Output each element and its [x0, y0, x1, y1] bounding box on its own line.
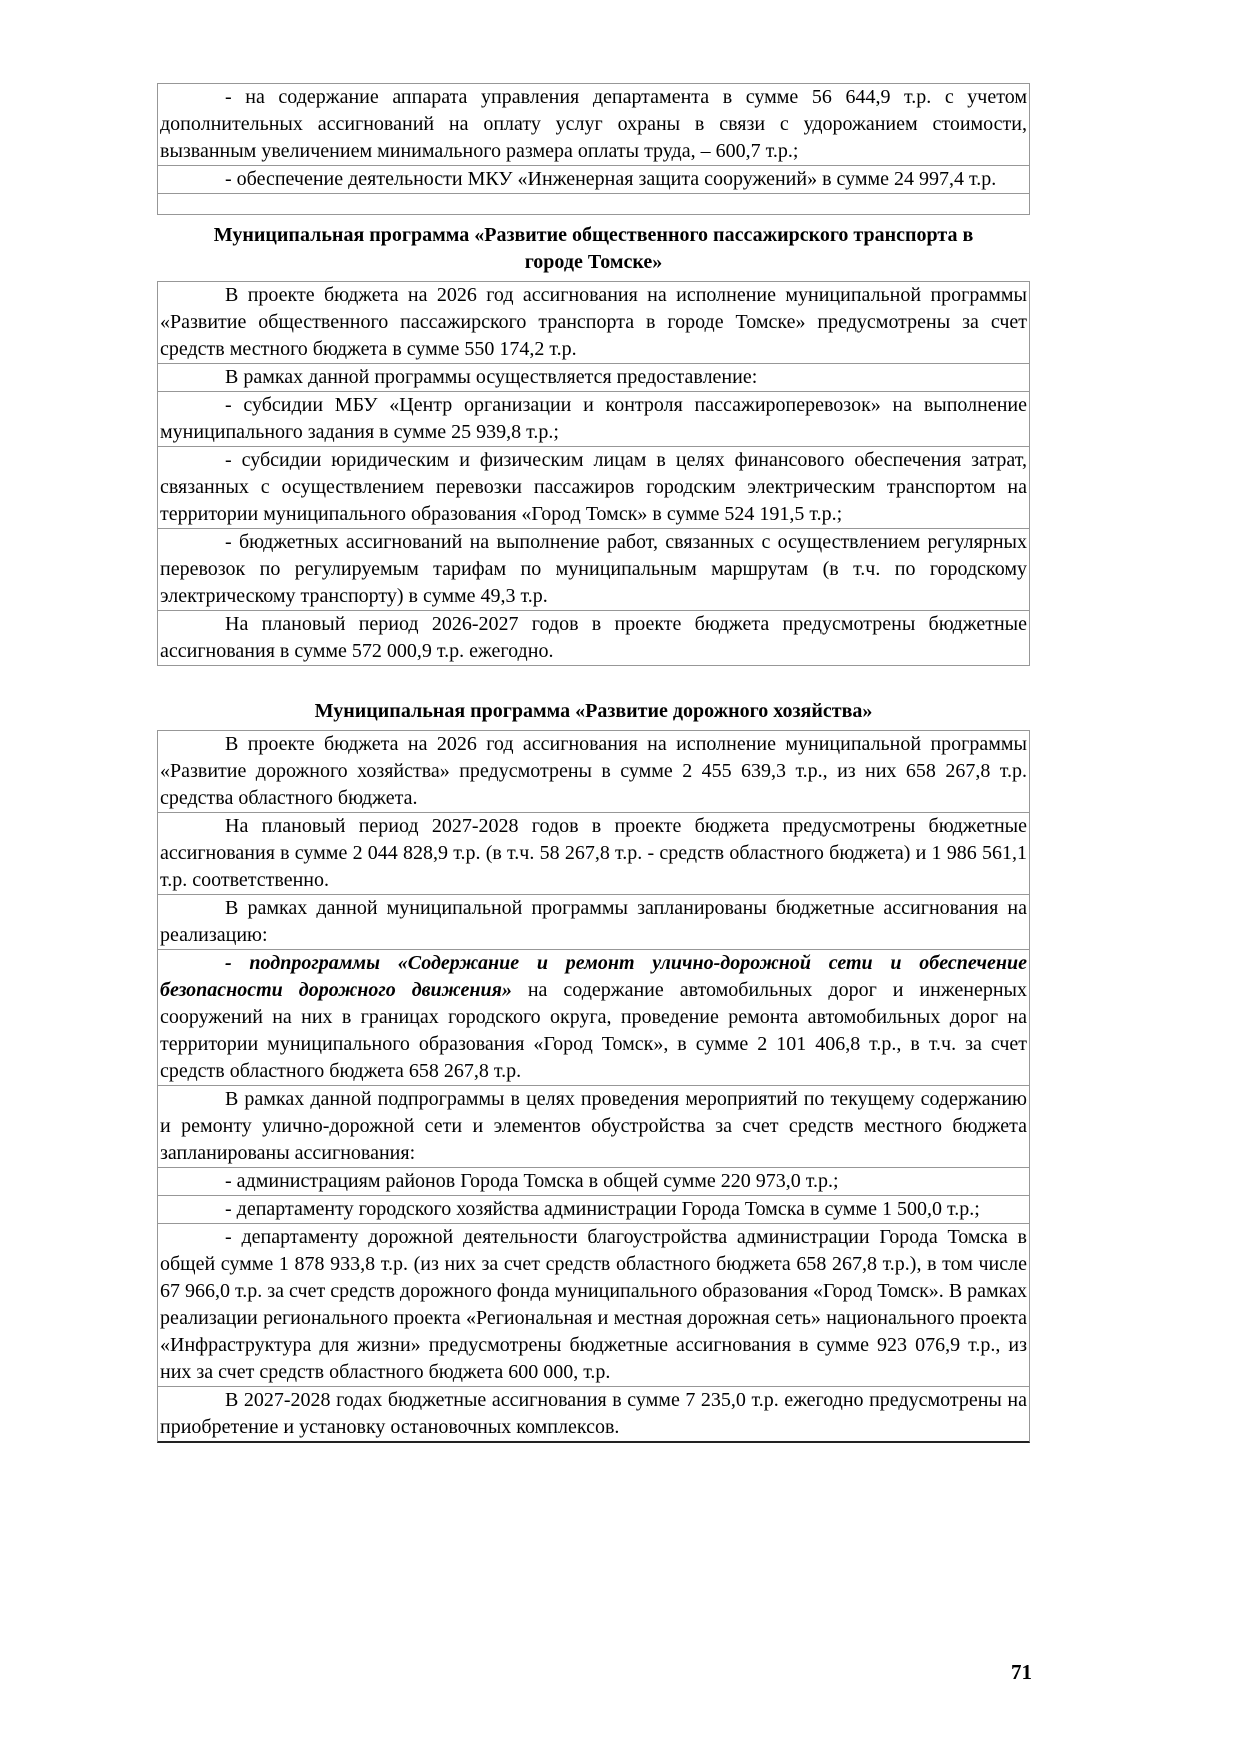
paragraph-transport-provision: В рамках данной программы осуществляется предоставление:	[157, 363, 1030, 392]
paragraph-roads-road-dept: - департаменту дорожной деятельности благоустройства администрации Города Томска в общей сумме 1 878 933,8 т.р. (из них за счет средств областного бюджета 658 267,8 т.р.), в том числе 67 966,0 т.р. за счет средств дорожного фонда муниципального образования «Город Томск». В рамках реализации регионального проекта «Региональная и местная дорожная сеть» национального проекта «Инфраструктура для жизни» предусмотрены бюджетные ассигнования в сумме 923 076,9 т.р., из них за счет средств областного бюджета 600 000, т.р.	[157, 1223, 1030, 1387]
paragraph-roads-stops: В 2027-2028 годах бюджетные ассигнования в сумме 7 235,0 т.р. ежегодно предусмотрены на приобретение и установку остановочных комплексов.	[157, 1386, 1030, 1443]
paragraph-mku: - обеспечение деятельности МКУ «Инженерная защита сооружений» в сумме 24 997,4 т.р.	[157, 165, 1030, 194]
paragraph-roads-subprogram	[157, 949, 1030, 1086]
paragraph-transport-subsidy-mbu: - субсидии МБУ «Центр организации и контроля пассажироперевозок» на выполнение муниципального задания в сумме 25 939,8 т.р.;	[157, 391, 1030, 447]
document-body	[157, 83, 1030, 1443]
paragraph-roads-framework: В рамках данной муниципальной программы запланированы бюджетные ассигнования на реализацию:	[157, 894, 1030, 950]
paragraph-apparat: - на содержание аппарата управления департамента в сумме 56 644,9 т.р. с учетом дополнительных ассигнований на оплату услуг охраны в связи с удорожанием стоимости, вызванным увеличением минимального размера оплаты труда, – 600,7 т.р.;	[157, 83, 1030, 166]
paragraph-roads-budget: В проекте бюджета на 2026 год ассигнования на исполнение муниципальной программы «Развитие дорожного хозяйства» предусмотрены в сумме 2 455 639,3 т.р., из них 658 267,8 т.р. средства областного бюджета.	[157, 730, 1030, 813]
paragraph-roads-city-dept: - департаменту городского хозяйства администрации Города Томска в сумме 1 500,0 т.р.;	[157, 1195, 1030, 1224]
paragraph-transport-budget: В проекте бюджета на 2026 год ассигнования на исполнение муниципальной программы «Развитие общественного пассажирского транспорта в городе Томске» предусмотрены за счет средств местного бюджета в сумме 550 174,2 т.р.	[157, 281, 1030, 364]
subprogram-description: на содержание автомобильных дорог и инженерных сооружений на них в границах городского округа, проведение ремонта автомобильных дорог на территории муниципального образования «Город Томск», в сумме 2 101 406,8 т.р., в т.ч. за счет средств областного бюджета 658 267,8 т.р.	[160, 979, 1027, 1082]
paragraph-roads-planned-period: На плановый период 2027-2028 годов в проекте бюджета предусмотрены бюджетные ассигнования в сумме 2 044 828,9 т.р. (в т.ч. 58 267,8 т.р. - средств областного бюджета) и 1 986 561,1 т.р. соответственно.	[157, 812, 1030, 895]
paragraph-roads-maintenance: В рамках данной подпрограммы в целях проведения мероприятий по текущему содержанию и ремонту улично-дорожной сети и элементов обустройства за счет средств местного бюджета запланированы ассигнования:	[157, 1085, 1030, 1168]
empty-row	[157, 193, 1030, 215]
section-heading-roads: Муниципальная программа «Развитие дорожного хозяйства»	[314, 700, 873, 722]
page-number: 71	[1011, 1660, 1032, 1684]
paragraph-transport-planned-period: На плановый период 2026-2027 годов в проекте бюджета предусмотрены бюджетные ассигнования в сумме 572 000,9 т.р. ежегодно.	[157, 610, 1030, 666]
subprogram-title: - подпрограммы «Содержание и ремонт улично-дорожной сети и обеспечение безопасности дорожного движения»	[160, 952, 1027, 1001]
paragraph-roads-districts: - администрациям районов Города Томска в общей сумме 220 973,0 т.р.;	[157, 1167, 1030, 1196]
paragraph-transport-tariffs: - бюджетных ассигнований на выполнение работ, связанных с осуществлением регулярных перевозок по регулируемым тарифам по муниципальным маршрутам (в т.ч. по городскому электрическому транспорту) в сумме 49,3 т.р.	[157, 528, 1030, 611]
paragraph-transport-subsidy-legal: - субсидии юридическим и физическим лицам в целях финансового обеспечения затрат, связанных с осуществлением перевозки пассажиров городским электрическим транспортом на территории муниципального образования «Город Томск» в сумме 524 191,5 т.р.;	[157, 446, 1030, 529]
section-heading-transport: Муниципальная программа «Развитие общественного пассажирского транспорта в городе Томске»	[213, 224, 974, 273]
